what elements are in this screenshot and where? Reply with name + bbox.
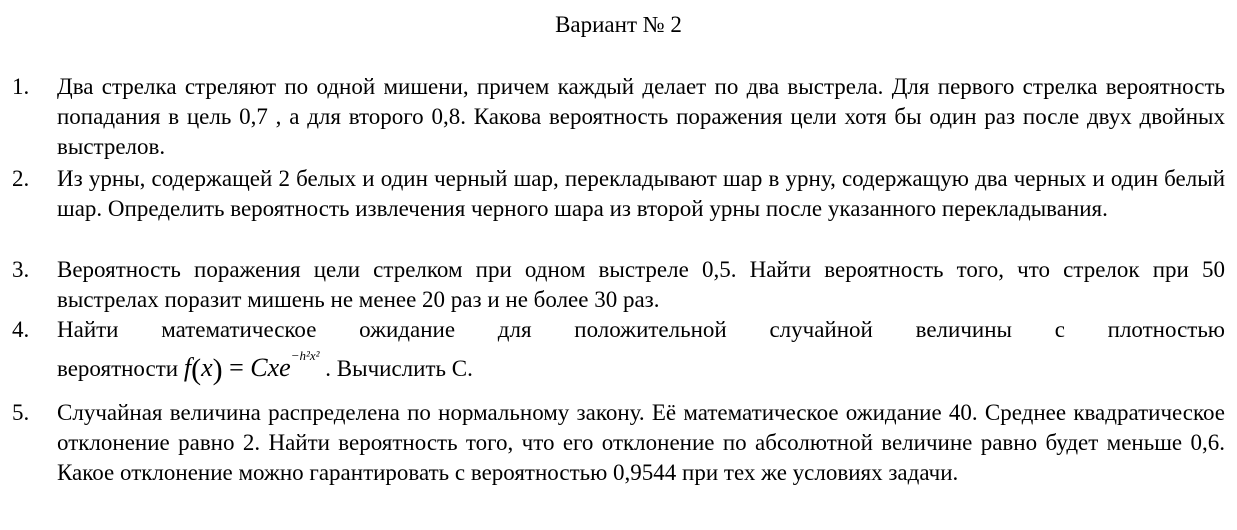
- page-title: Вариант № 2: [555, 12, 682, 37]
- density-formula: f(x) = Cxe$^{-h^2x^2}$: [183, 348, 320, 386]
- problem-number: 2.: [12, 166, 30, 191]
- formula-eq: =: [229, 353, 244, 382]
- formula-line: [57, 348, 1225, 386]
- formula-suffix: . Вычислить С.: [325, 356, 473, 381]
- formula-exponent: −h²x²: [290, 348, 320, 363]
- problem-text: Найти математическое ожидание для положительной случайной величины с плотностью: [57, 317, 1225, 342]
- problem-text: Случайная величина распределена по нормальному закону. Её математическое ожидание 40. Среднее квадратическое отклонение равно 2. Найти вероятность того, что его отклонение по абсолютной величине равно будет меньше 0,6. Какое отклонение можно гарантировать с вероятностью 0,9544 при тех же условиях задачи.: [57, 400, 1225, 485]
- problem-number: 5.: [12, 400, 30, 425]
- problem-text: Из урны, содержащей 2 белых и один черный шар, перекладывают шар в урну, содержащую два черных и один белый шар. Определить вероятность извлечения черного шара из второй урны после указанного перекладывания.: [57, 166, 1225, 221]
- formula-func: f: [183, 353, 192, 382]
- formula-prefix: вероятности: [57, 356, 184, 381]
- problem-text: Два стрелка стреляют по одной мишени, причем каждый делает по два выстрела. Для первого стрелка вероятность попадания в цель 0,7 , а для второго 0,8. Какова вероятность поражения цели хотя бы один раз после двух двойных выстрелов.: [57, 74, 1225, 159]
- formula-arg: x: [201, 353, 213, 382]
- formula-body: Cxe: [250, 353, 291, 382]
- problem-number: 3.: [12, 257, 30, 282]
- problem-text: Вероятность поражения цели стрелком при одном выстреле 0,5. Найти вероятность того, что стрелок при 50 выстрелах поразит мишень не менее 20 раз и не более 30 раз.: [57, 257, 1225, 312]
- problem-number: 1.: [12, 74, 30, 99]
- problem-number: 4.: [12, 317, 30, 342]
